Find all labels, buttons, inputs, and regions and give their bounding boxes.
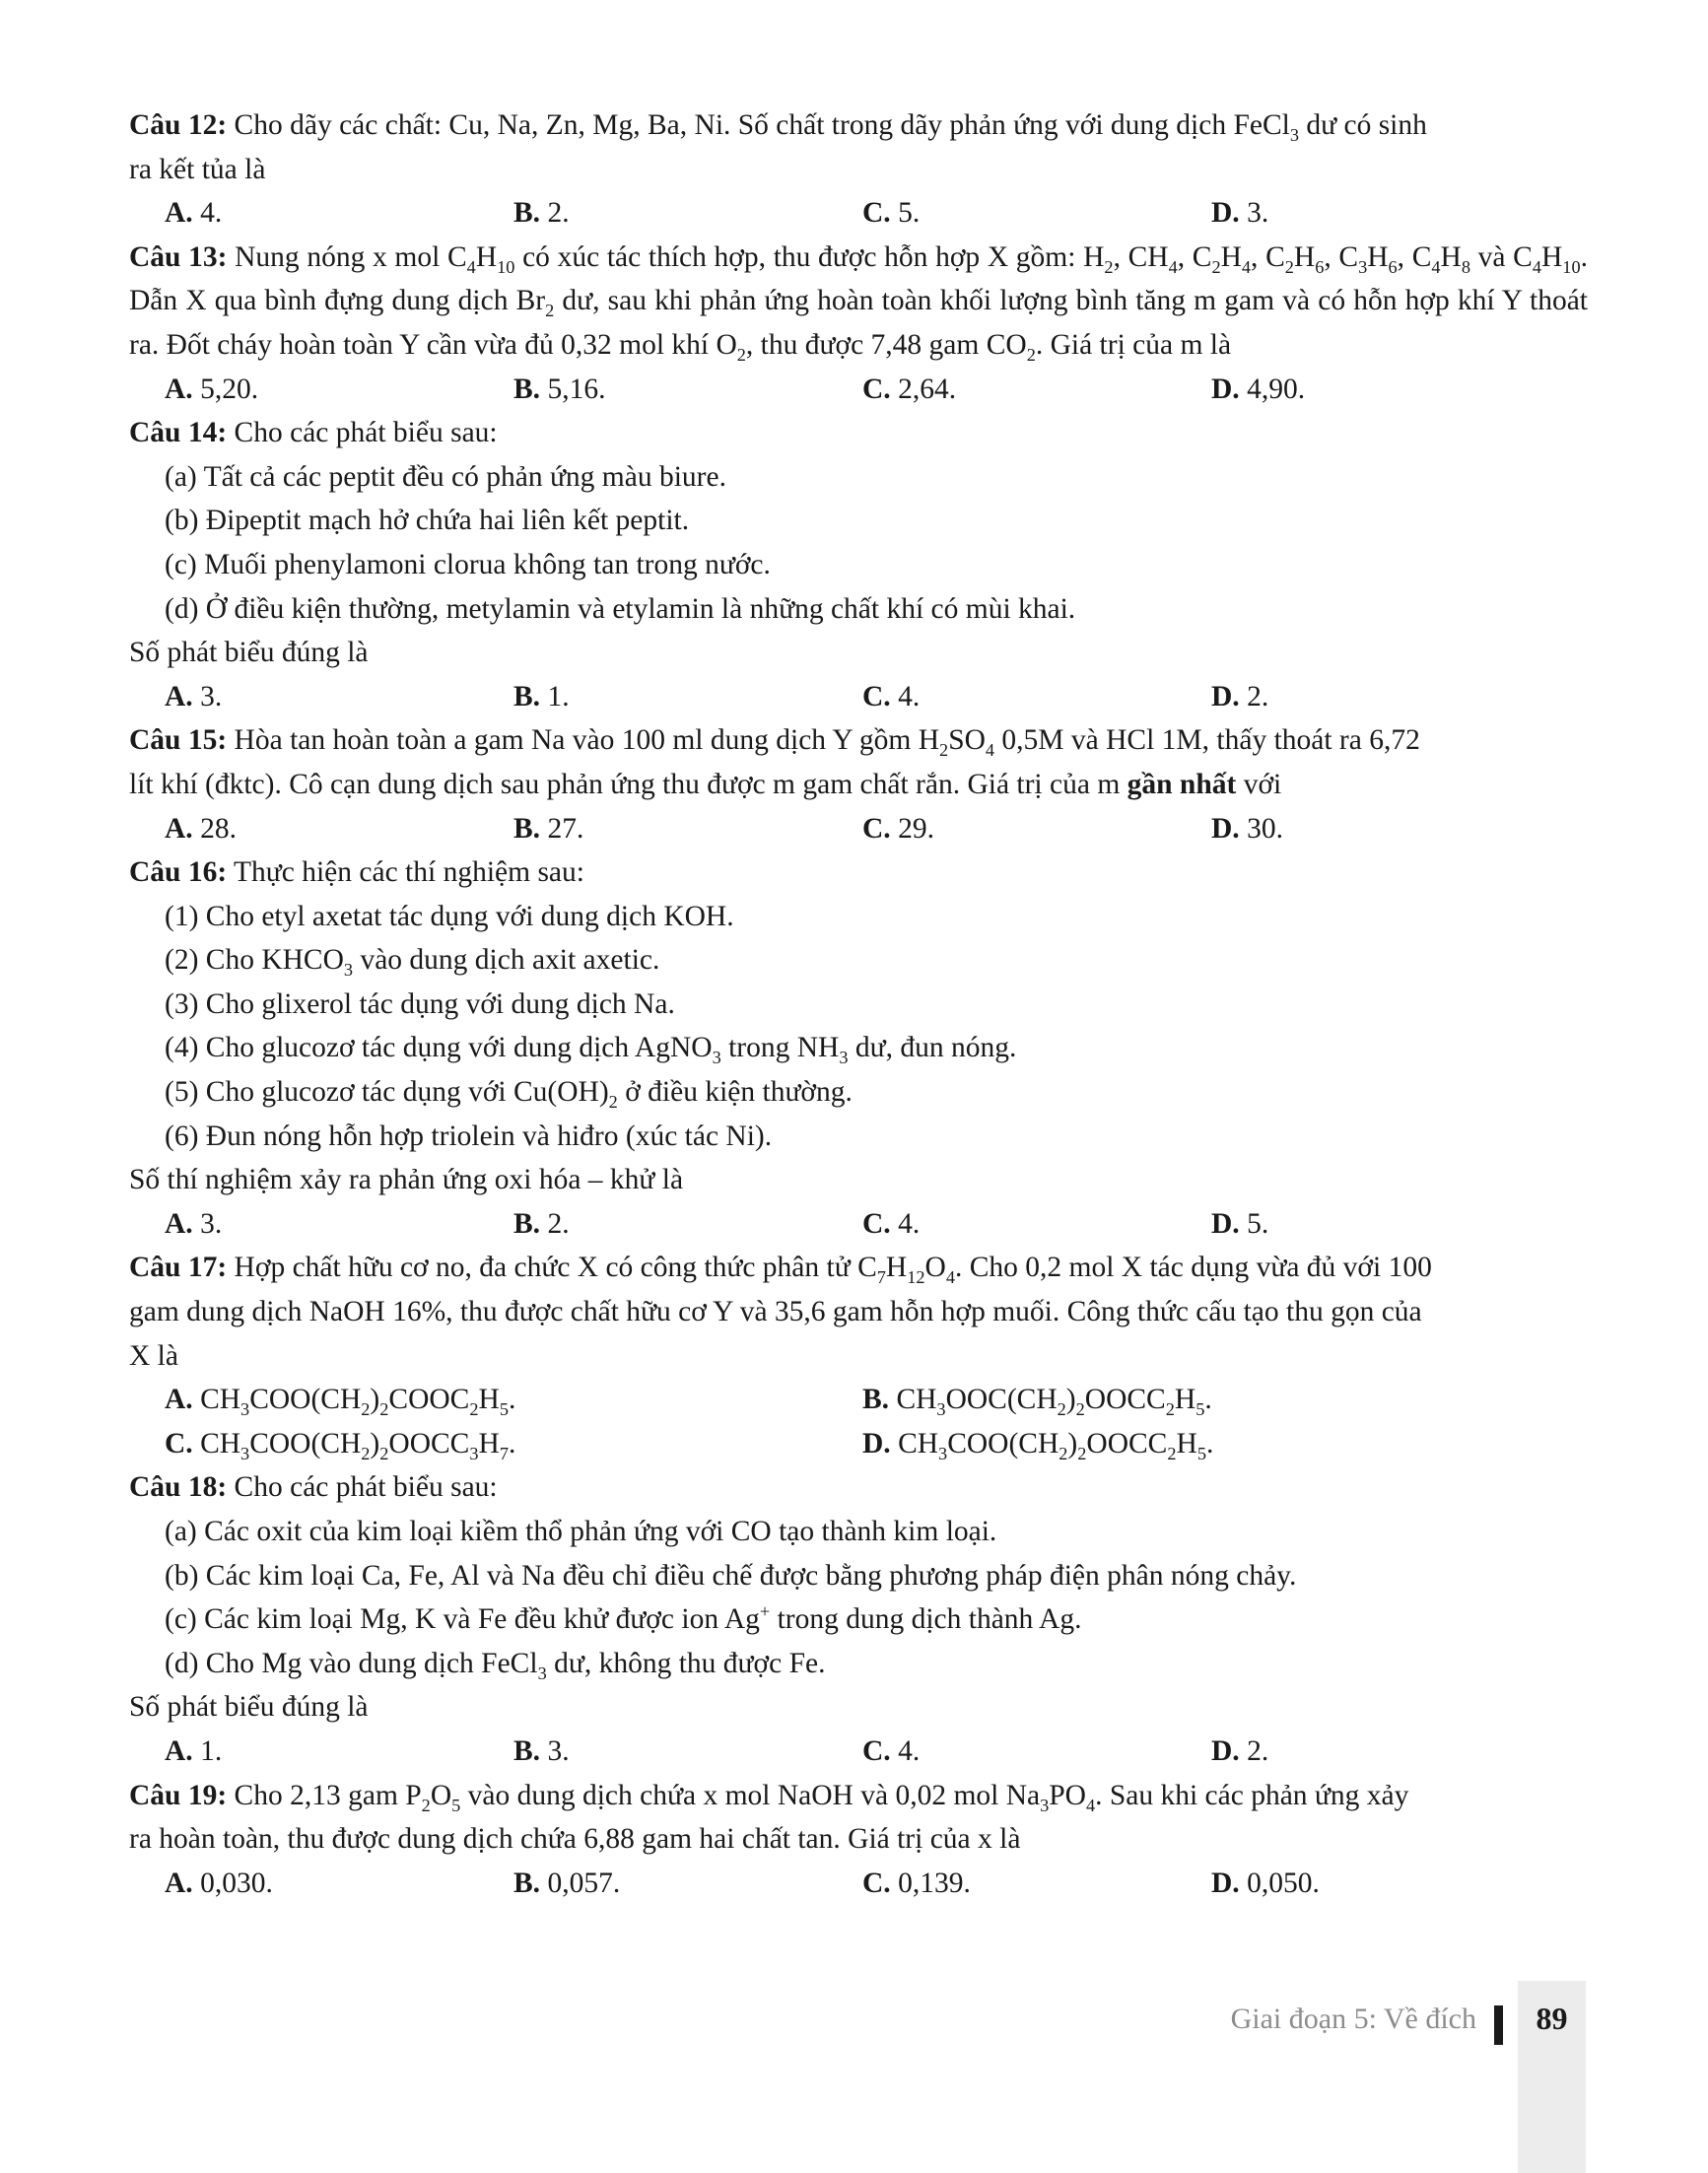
answer-option[interactable]: B. 2. [513,1207,570,1240]
answer-option[interactable]: C. 4. [862,1207,921,1240]
question-label: Câu 18: [129,1471,228,1504]
answer-options [129,191,1588,236]
question-label: Câu 12: [129,109,228,141]
answer-option[interactable]: A. $CH_3COO(CH_2)_2COOC_2H_5$. [165,1384,516,1420]
experiment-item: (3) Cho glixerol tác dụng với dung dịch Na. [165,987,675,1020]
answer-option[interactable]: A. 3. [165,1207,223,1240]
question-16: Câu 16: Thực hiện các thí nghiệm sau: [129,856,584,889]
statement-item: (b) Đipeptit mạch hở chứa hai liên kết peptit. [165,505,690,537]
statement-item: (c) Các kim loại Mg, K và Fe đều khử được ion Ag+ trong dung dịch thành Ag. [165,1601,1082,1636]
answer-option[interactable]: A. 5,20. [165,373,259,405]
answer-option[interactable]: B. 1. [513,680,570,713]
answer-option[interactable]: D. 2. [1211,680,1269,713]
answer-options [129,1378,1588,1422]
statement-item: (d) Ở điều kiện thường, metylamin và etylamin là những chất khí có mùi khai. [165,592,1076,625]
experiment-item: (4) Cho glucozơ tác dụng với dung dịch AgNO$_3$ trong $NH_3$ dư, đun nóng. [165,1032,1017,1068]
question-label: Câu 19: [129,1779,228,1811]
answer-options [129,1862,1588,1906]
question-14: Câu 14: Cho các phát biểu sau: [129,417,498,449]
answer-option[interactable]: D. 5. [1211,1207,1269,1240]
answer-options [129,807,1588,851]
question-13: Câu 13: Nung nóng x mol $C_4H_{10}$ có xúc tác thích hợp, thu được hỗn hợp X gồm: $H_2$, $CH_4$, $C_2H_4$, $C_2H_6$, $C_3H_6$, $C_4H_8$ và $C_4H_{10}$. Dẫn X qua bình đựng dung dịch $Br_2$ dư, sau khi phản ứng hoàn toàn khối lượng bình tăng m gam và có hỗn hợp khí Y thoát ra. Đốt cháy hoàn toàn Y cần vừa đủ 0,32 mol khí $O_2$, thu được 7,48 gam $CO_2$. Giá trị của m là [129,240,1588,365]
footer-divider [1494,2005,1503,2045]
question-15: Câu 15: Hòa tan hoàn toàn a gam Na vào 100 ml dung dịch Y gồm $H_2SO_4$ 0,5M và HCl 1M, thấy thoát ra 6,72 [129,724,1420,761]
experiment-item: (6) Đun nóng hỗn hợp triolein và hiđro (xúc tác Ni). [165,1120,773,1152]
answer-option[interactable]: D. 2. [1211,1734,1269,1767]
answer-option[interactable]: A. 0,030. [165,1867,273,1899]
question-label: Câu 13: [129,240,228,273]
question-label: Câu 16: [129,856,228,889]
answer-option[interactable]: C. 4. [862,1734,921,1767]
question-text: ra kết tủa là [129,153,266,185]
question-label: Câu 15: [129,724,228,757]
statement-item: (d) Cho Mg vào dung dịch FeCl$_3$ dư, không thu được Fe. [165,1647,826,1683]
statement-item: (c) Muối phenylamoni clorua không tan trong nước. [165,548,771,580]
answer-option[interactable]: D. 30. [1211,812,1283,845]
question-17: Câu 17: Hợp chất hữu cơ no, đa chức X có công thức phân tử $C_7H_{12}O_4$. Cho 0,2 mol X tác dụng vừa đủ với 100 [129,1252,1432,1288]
answer-options [129,1730,1588,1774]
page-number: 89 [1536,2001,1568,2036]
answer-option[interactable]: A. 4. [165,197,223,230]
answer-option[interactable]: A. 1. [165,1734,223,1767]
question-label: Câu 14: [129,417,228,449]
question-text: X là [129,1339,178,1372]
answer-option[interactable]: A. 3. [165,680,223,713]
answer-option[interactable]: B. $CH_3OOC(CH_2)_2OOCC_2H_5$. [862,1384,1212,1420]
answer-options [129,1422,1588,1466]
question-label: Câu 17: [129,1252,228,1284]
answer-option[interactable]: B. 27. [513,812,584,845]
answer-option[interactable]: B. 2. [513,197,570,230]
answer-options [129,675,1588,719]
section-title: Giai đoạn 5: Về đích [1230,2003,1476,2035]
question-12: Câu 12: Cho dãy các chất: Cu, Na, Zn, Mg, Ba, Ni. Số chất trong dãy phản ứng với dung dịch FeCl$_3$ dư có sinh [129,109,1427,145]
answer-option[interactable]: C. 4. [862,680,921,713]
answer-option[interactable]: D. $CH_3COO(CH_2)_2OOCC_2H_5$. [862,1427,1214,1463]
answer-option[interactable]: D. 0,050. [1211,1867,1320,1899]
answer-option[interactable]: C. $CH_3COO(CH_2)_2OOCC_3H_7$. [165,1427,516,1463]
answer-option[interactable]: C. 0,139. [862,1867,971,1899]
answer-option[interactable]: A. 28. [165,812,237,845]
question-18: Câu 18: Cho các phát biểu sau: [129,1471,498,1504]
answer-option[interactable]: C. 2,64. [862,373,957,405]
answer-option[interactable]: B. 0,057. [513,1867,621,1899]
question-text: gam dung dịch NaOH 16%, thu được chất hữu cơ Y và 35,6 gam hỗn hợp muối. Công thức cấu tạo thu gọn của [129,1296,1422,1328]
experiment-item: (5) Cho glucozơ tác dụng với $Cu(OH)_2$ ở điều kiện thường. [165,1076,853,1112]
answer-option[interactable]: D. 3. [1211,197,1269,230]
experiment-item: (2) Cho $KHCO_3$ vào dung dịch axit axetic. [165,944,660,981]
statement-item: (a) Các oxit của kim loại kiềm thổ phản ứng với CO tạo thành kim loại. [165,1516,997,1547]
question-text: ra hoàn toàn, thu được dung dịch chứa 6,88 gam hai chất tan. Giá trị của x là [129,1823,1021,1856]
statement-item: (b) Các kim loại Ca, Fe, Al và Na đều chỉ điều chế được bằng phương pháp điện phân nóng chảy. [165,1559,1297,1592]
experiment-item: (1) Cho etyl axetat tác dụng với dung dịch KOH. [165,900,734,932]
question-19: Câu 19: Cho 2,13 gam $P_2O_5$ vào dung dịch chứa x mol NaOH và 0,02 mol $Na_3PO_4$. Sau khi các phản ứng xảy [129,1779,1409,1815]
question-text: lít khí (đktc). Cô cạn dung dịch sau phản ứng thu được m gam chất rắn. Giá trị của m gần nhất với [129,768,1282,800]
answer-option[interactable]: D. 4,90. [1211,373,1306,405]
question-prompt: Số thí nghiệm xảy ra phản ứng oxi hóa – khử là [129,1164,684,1196]
answer-option[interactable]: C. 5. [862,197,921,230]
statement-item: (a) Tất cả các peptit đều có phản ứng màu biure. [165,460,726,493]
answer-option[interactable]: B. 5,16. [513,373,606,405]
question-content [129,103,1588,1905]
question-prompt: Số phát biểu đúng là [129,637,369,669]
answer-options [129,368,1588,412]
question-prompt: Số phát biểu đúng là [129,1691,369,1724]
answer-options [129,1202,1588,1247]
answer-option[interactable]: C. 29. [862,812,934,845]
answer-option[interactable]: B. 3. [513,1734,570,1767]
